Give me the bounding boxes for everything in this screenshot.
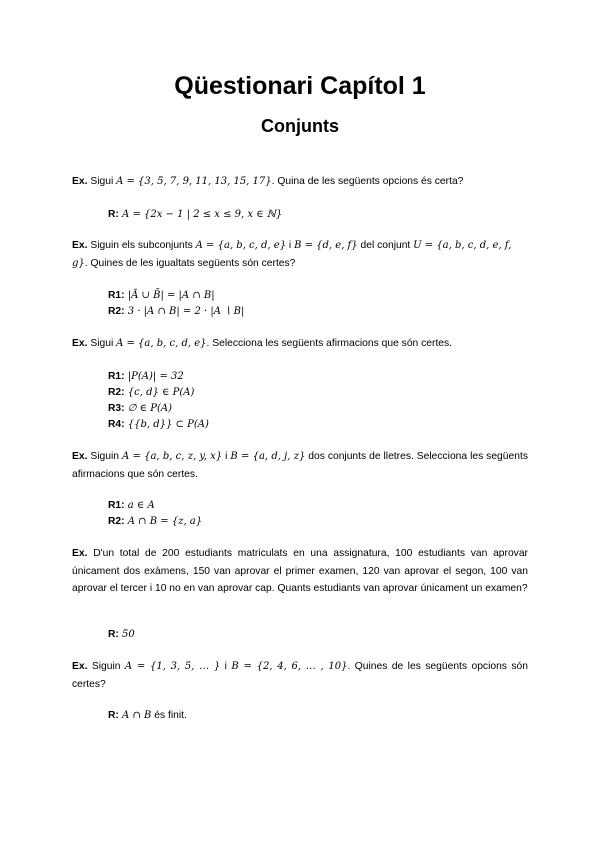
question-text: Siguin els subconjunts bbox=[87, 240, 196, 251]
answer-4-2 bbox=[108, 514, 202, 530]
question-6 bbox=[72, 658, 528, 693]
answer-label: R4: bbox=[108, 419, 125, 430]
math-expression: B = {2, 4, 6, … , 10} bbox=[231, 661, 348, 672]
answer-label: R: bbox=[108, 209, 119, 220]
question-text: Siguin bbox=[87, 661, 125, 672]
question-label: Ex. bbox=[72, 451, 88, 462]
math-expression: A = {a, b, c, z, y, x} bbox=[121, 451, 223, 462]
answer-label: R2: bbox=[108, 306, 125, 317]
answer-1 bbox=[108, 207, 282, 223]
question-text: . Selecciona les següents afirmacions que són certes. bbox=[206, 338, 453, 349]
answer-3-2 bbox=[108, 385, 194, 401]
question-label: Ex. bbox=[72, 661, 88, 672]
question-text: Sigui bbox=[87, 176, 117, 187]
answer-label: R1: bbox=[108, 371, 125, 382]
math-expression: B = {a, d, j, z} bbox=[230, 451, 306, 462]
question-3 bbox=[72, 335, 528, 353]
math-expression: {c, d} ∈ P(A) bbox=[124, 387, 195, 398]
answer-label: R2: bbox=[108, 516, 125, 527]
question-5 bbox=[72, 545, 528, 598]
answer-label: R: bbox=[108, 710, 119, 721]
answer-6 bbox=[108, 708, 187, 724]
question-label: Ex. bbox=[72, 240, 88, 251]
answer-text: és finit. bbox=[151, 710, 187, 721]
math-expression: ∅ ∈ P(A) bbox=[124, 403, 172, 414]
question-text: D'un total de 200 estudiants matriculats en una assignatura, 100 estudiants van aprovar únicament dos exàmens, 150 van aprovar el primer examen, 120 van aprovar el segon, 100 van aprovar el tercer i 10 no en van aprovar cap. Quants estudiants van aprovar únicament un examen? bbox=[72, 548, 528, 594]
answer-label: R3: bbox=[108, 403, 125, 414]
math-expression: A = {a, b, c, d, e} bbox=[195, 240, 287, 251]
math-expression: a ∈ A bbox=[124, 500, 155, 511]
math-expression: A = {2x − 1 | 2 ≤ x ≤ 9, x ∈ ℕ} bbox=[118, 209, 283, 220]
math-expression: 50 bbox=[118, 629, 135, 640]
answer-2-2 bbox=[108, 304, 244, 320]
math-expression: A = {1, 3, 5, … } bbox=[124, 661, 221, 672]
answer-label: R: bbox=[108, 629, 119, 640]
document-subtitle: Conjunts bbox=[261, 116, 339, 136]
question-text: del conjunt bbox=[357, 240, 414, 251]
answer-label: R1: bbox=[108, 500, 125, 511]
question-1 bbox=[72, 173, 528, 191]
answer-3-1 bbox=[108, 369, 184, 385]
answer-label: R1: bbox=[108, 290, 125, 301]
math-expression: |Ā ∪ B̄| = |A ∩ B| bbox=[124, 290, 215, 301]
question-text: Sigui bbox=[87, 338, 117, 349]
question-4 bbox=[72, 448, 528, 483]
document-title: Qüestionari Capítol 1 bbox=[174, 72, 426, 100]
math-expression: 3 · |A ∩ B| = 2 · |A ∖ B| bbox=[124, 306, 245, 317]
answer-3-4 bbox=[108, 417, 209, 433]
question-text: i bbox=[220, 661, 232, 672]
math-expression: |P(A)| = 32 bbox=[124, 371, 184, 382]
answer-3-3 bbox=[108, 401, 172, 417]
math-expression: B = {d, e, f} bbox=[294, 240, 358, 251]
question-text: i bbox=[222, 451, 231, 462]
answer-label: R2: bbox=[108, 387, 125, 398]
question-text: . Quines de les igualtats següents són certes? bbox=[84, 257, 296, 269]
question-2 bbox=[72, 237, 528, 272]
answer-2-1 bbox=[108, 288, 215, 304]
math-expression: A = {3, 5, 7, 9, 11, 13, 15, 17} bbox=[116, 176, 272, 187]
question-text: dos conjunts de lletres. Selecciona les següents afirmacions que són certes. bbox=[72, 451, 528, 480]
question-label: Ex. bbox=[72, 176, 88, 187]
question-text: Siguin bbox=[87, 451, 122, 462]
math-expression: A = {a, b, c, d, e} bbox=[116, 338, 207, 349]
math-expression: U = {a, b, c, d, e, f, g} bbox=[72, 240, 512, 269]
question-label: Ex. bbox=[72, 338, 88, 349]
answer-4-1 bbox=[108, 498, 155, 514]
question-text: . Quina de les següents opcions és certa? bbox=[271, 176, 464, 187]
question-text: . Quines de les següents opcions són certes? bbox=[72, 661, 528, 690]
math-expression: {{b, d}} ⊂ P(A) bbox=[124, 419, 209, 430]
math-expression: A ∩ B = {z, a} bbox=[124, 516, 203, 527]
math-expression: A ∩ B bbox=[118, 710, 152, 721]
question-text: i bbox=[286, 240, 295, 251]
question-label: Ex. bbox=[72, 548, 88, 559]
answer-5 bbox=[108, 627, 135, 643]
